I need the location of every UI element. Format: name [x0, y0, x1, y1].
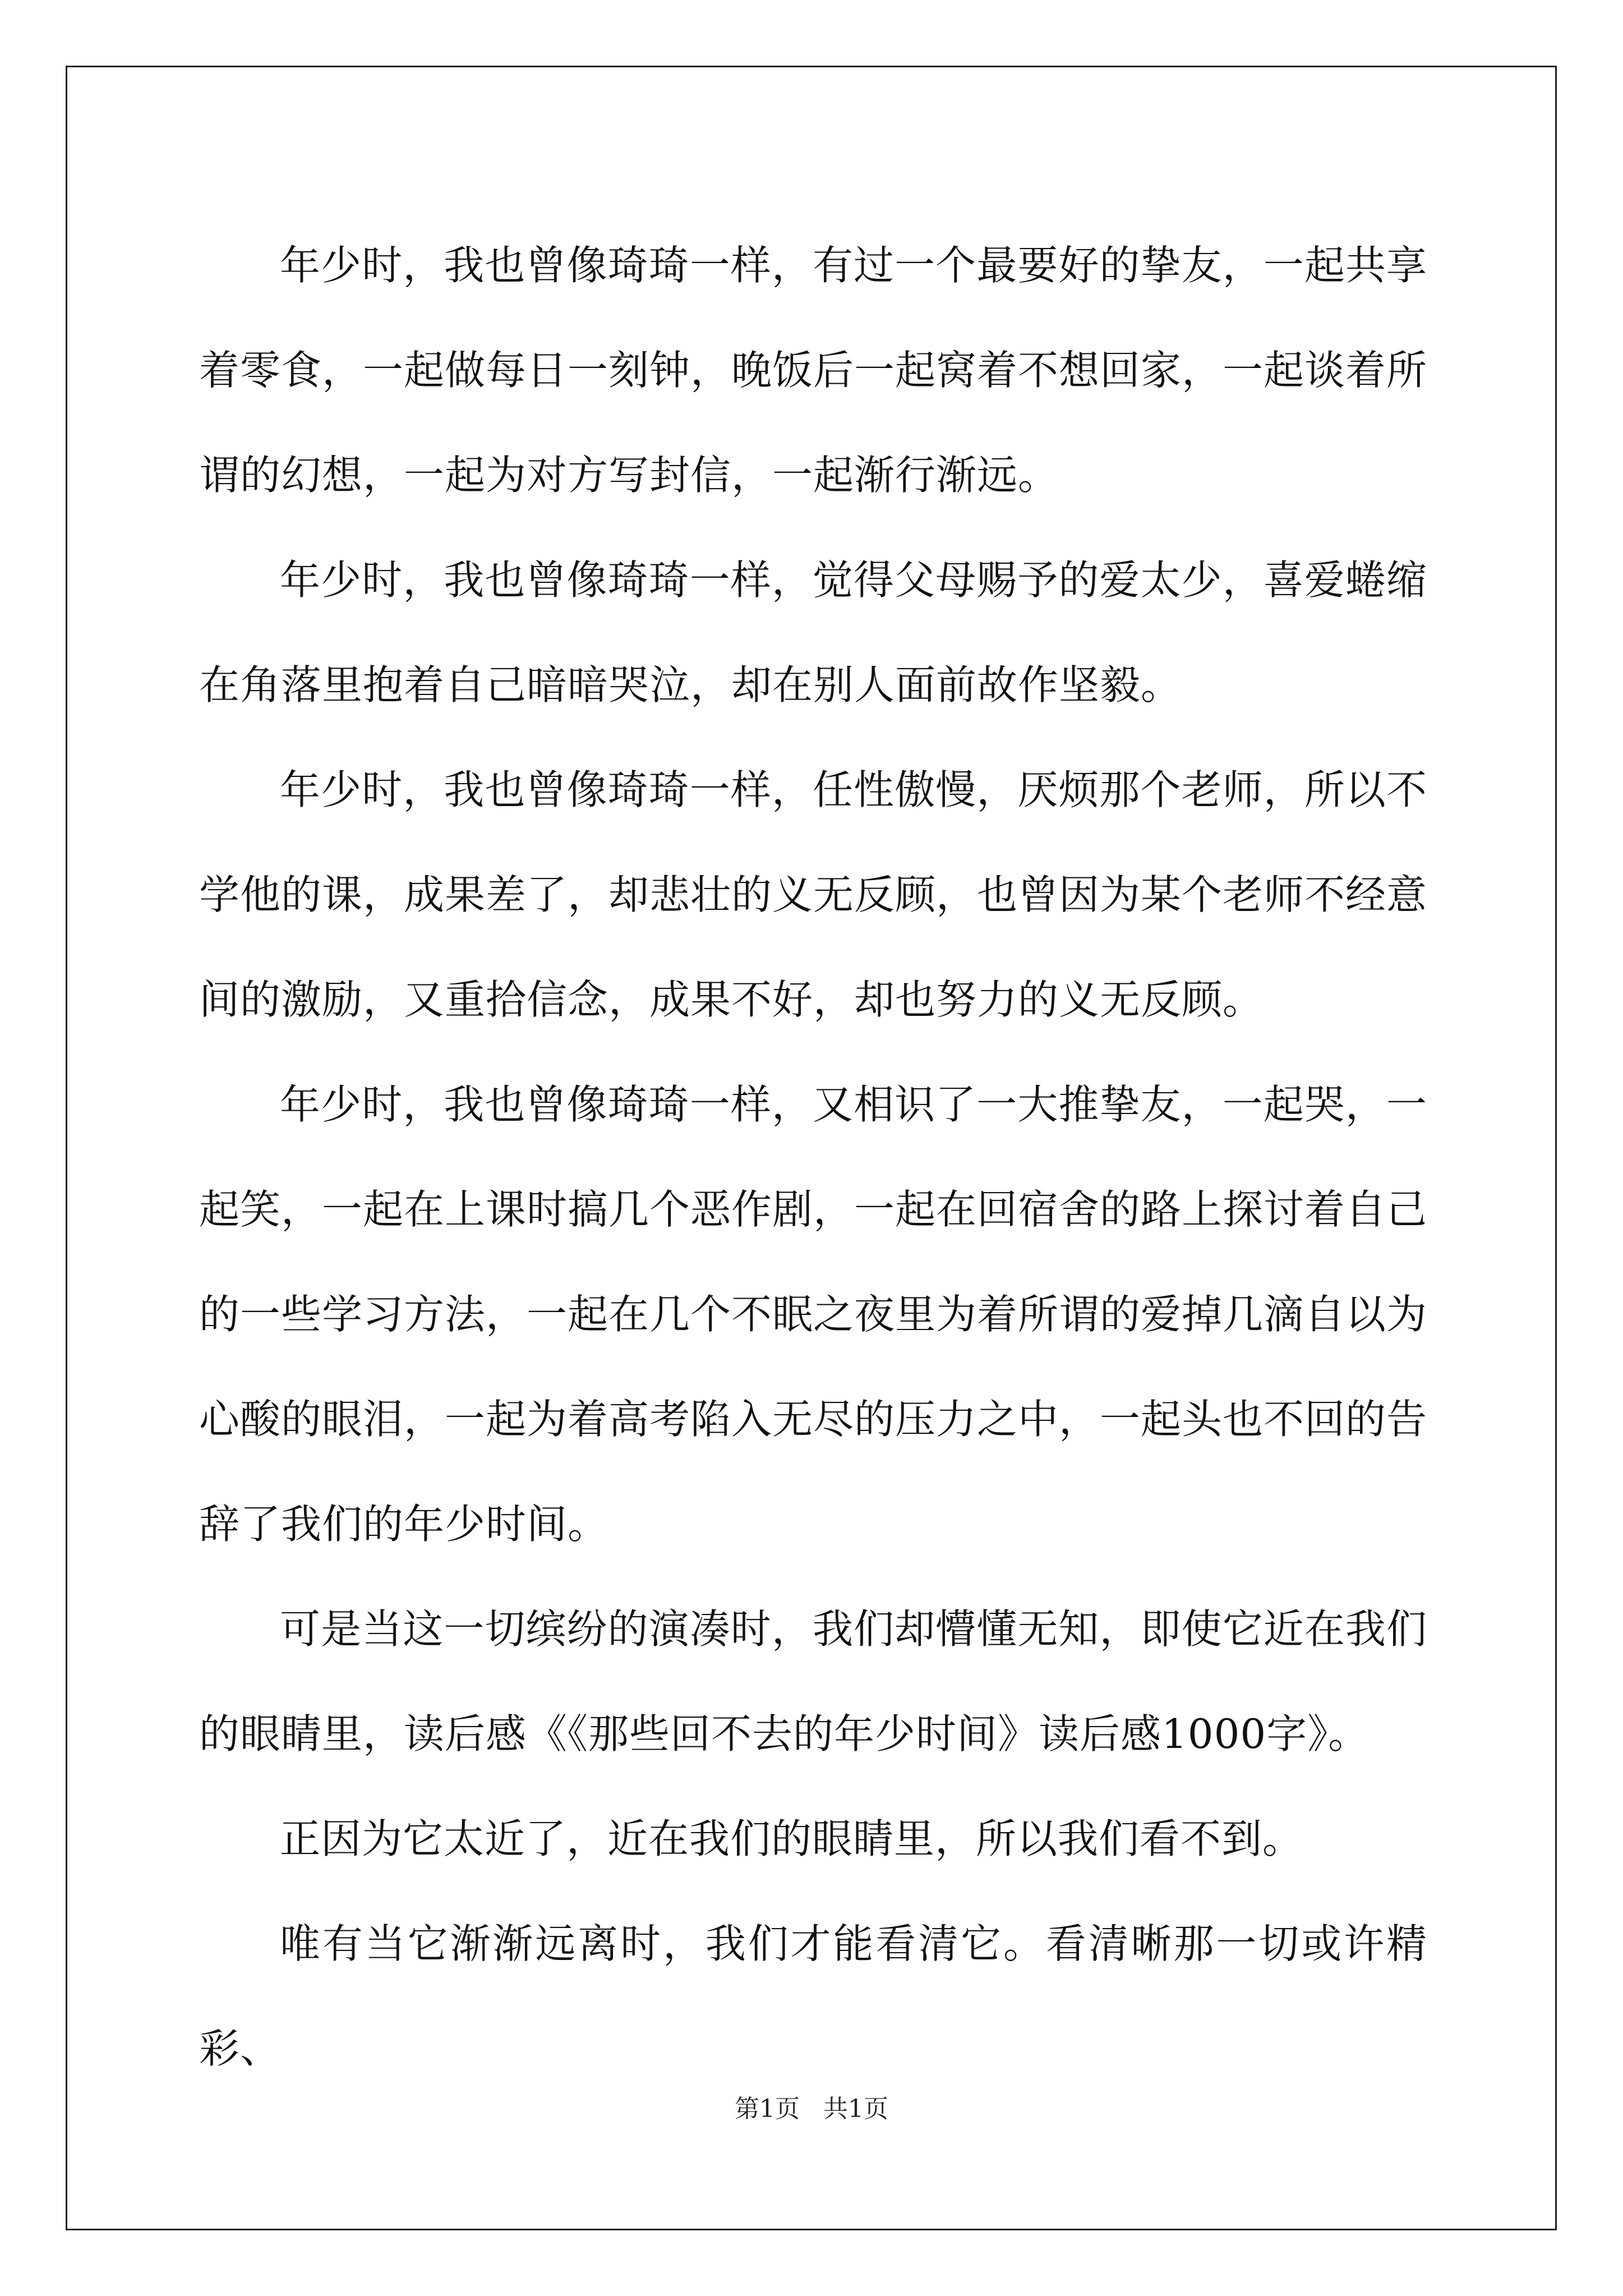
paragraph-2: 年少时，我也曾像琦琦一样，觉得父母赐予的爱太少，喜爱蜷缩在角落里抱着自己暗暗哭泣，却在别人面前故作坚毅。: [199, 556, 1427, 708]
paragraph-7: 唯有当它渐渐远离时，我们才能看清它。看清晰那一切或许精彩、: [199, 1920, 1427, 2072]
paragraph-3: 年少时，我也曾像琦琦一样，任性傲慢，厌烦那个老师，所以不学他的课，成果差了，却悲壮的义无反顾，也曾因为某个老师不经意间的激励，又重拾信念，成果不好，却也努力的义无反顾。: [199, 766, 1428, 1023]
paragraph-6: 正因为它太近了，近在我们的眼睛里，所以我们看不到。: [280, 1815, 1304, 1862]
page-number: 第1页: [735, 2095, 800, 2123]
page-footer: [0, 2092, 1623, 2126]
paragraph-5: 可是当这一切缤纷的演凑时，我们却懵懂无知，即使它近在我们的眼睛里，读后感《《那些回不去的年少时间》读后感1000字》。: [199, 1605, 1427, 1757]
paragraph-1: 年少时，我也曾像琦琦一样，有过一个最要好的挚友，一起共享着零食，一起做每日一刻钟，晚饭后一起窝着不想回家，一起谈着所谓的幻想，一起为对方写封信，一起渐行渐远。: [199, 242, 1428, 499]
document-body: [199, 213, 1427, 2101]
page-count: 共1页: [823, 2095, 888, 2123]
paragraph-4: 年少时，我也曾像琦琦一样，又相识了一大推挚友，一起哭，一起笑，一起在上课时搞几个恶作剧，一起在回宿舍的路上探讨着自己的一些学习方法，一起在几个不眠之夜里为着所谓的爱掉几滴自以为心酸的眼泪，一起为着高考陷入无尽的压力之中，一起头也不回的告辞了我们的年少时间。: [199, 1081, 1428, 1548]
